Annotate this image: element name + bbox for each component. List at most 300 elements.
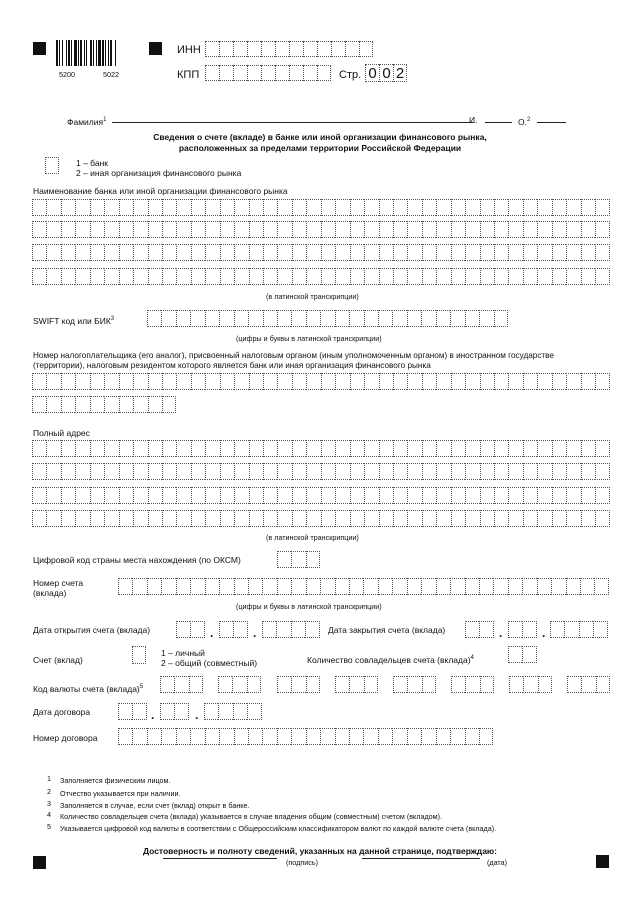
input-cell[interactable] (75, 463, 89, 480)
input-cell[interactable] (393, 268, 407, 285)
input-cell[interactable] (393, 440, 407, 457)
input-cell[interactable] (191, 268, 205, 285)
input-cell[interactable] (581, 510, 595, 527)
input-cell[interactable] (407, 244, 421, 261)
input-cell[interactable] (249, 373, 263, 390)
input-cell[interactable] (234, 310, 248, 327)
input-cell[interactable] (32, 221, 46, 238)
input-cell[interactable] (176, 487, 190, 504)
input-cell[interactable] (220, 440, 234, 457)
input-cell[interactable] (349, 728, 363, 745)
input-cell[interactable] (218, 676, 232, 693)
input-cell[interactable] (46, 268, 60, 285)
input-cell[interactable] (552, 244, 566, 261)
input-cell[interactable] (303, 65, 317, 81)
input-cell[interactable] (364, 440, 378, 457)
input-cell[interactable] (234, 487, 248, 504)
input-cell[interactable] (407, 440, 421, 457)
input-cell[interactable] (118, 703, 132, 720)
input-cell[interactable] (61, 221, 75, 238)
input-cell[interactable] (465, 373, 479, 390)
input-cell[interactable] (494, 244, 508, 261)
input-cell[interactable] (162, 199, 176, 216)
input-cell[interactable] (436, 373, 450, 390)
input-cell[interactable] (133, 396, 147, 413)
input-cell[interactable] (234, 373, 248, 390)
input-cell[interactable] (465, 463, 479, 480)
input-cell[interactable] (321, 440, 335, 457)
input-cell[interactable] (566, 373, 580, 390)
input-cell[interactable] (523, 199, 537, 216)
input-cell[interactable] (176, 221, 190, 238)
input-cell[interactable] (321, 510, 335, 527)
input-cell[interactable] (596, 676, 610, 693)
input-cell[interactable] (335, 676, 349, 693)
input-cell[interactable] (218, 703, 232, 720)
input-cell[interactable] (61, 463, 75, 480)
input-cell[interactable] (148, 440, 162, 457)
input-cell[interactable] (508, 440, 522, 457)
input-cell[interactable] (350, 440, 364, 457)
input-cell[interactable] (148, 221, 162, 238)
input-cell[interactable] (421, 578, 435, 595)
input-cell[interactable] (335, 268, 349, 285)
input-cell[interactable] (190, 621, 204, 638)
input-cell[interactable] (451, 676, 465, 693)
input-cell[interactable] (119, 396, 133, 413)
input-cell[interactable] (220, 510, 234, 527)
input-cell[interactable] (595, 268, 609, 285)
input-cell[interactable] (61, 396, 75, 413)
coowners-count-field[interactable] (508, 646, 537, 663)
input-cell[interactable] (494, 510, 508, 527)
input-cell[interactable] (393, 244, 407, 261)
input-cell[interactable] (248, 578, 262, 595)
input-cell[interactable] (219, 310, 233, 327)
input-cell[interactable] (133, 244, 147, 261)
input-cell[interactable] (148, 199, 162, 216)
input-cell[interactable] (508, 578, 522, 595)
input-cell[interactable] (422, 510, 436, 527)
input-cell[interactable] (46, 487, 60, 504)
input-cell[interactable] (350, 463, 364, 480)
input-cell[interactable] (581, 373, 595, 390)
input-cell[interactable] (232, 676, 246, 693)
input-cell[interactable] (436, 268, 450, 285)
input-cell[interactable] (32, 199, 46, 216)
input-cell[interactable] (349, 676, 363, 693)
input-cell[interactable] (75, 487, 89, 504)
bank-name-row-2[interactable] (32, 221, 610, 238)
input-cell[interactable] (263, 310, 277, 327)
input-cell[interactable] (148, 510, 162, 527)
input-cell[interactable] (480, 373, 494, 390)
input-cell[interactable] (61, 199, 75, 216)
input-cell[interactable] (190, 578, 204, 595)
input-cell[interactable] (552, 221, 566, 238)
input-cell[interactable] (350, 487, 364, 504)
currency-code-field-1[interactable] (160, 676, 203, 693)
input-cell[interactable] (579, 621, 593, 638)
input-cell[interactable] (234, 463, 248, 480)
input-cell[interactable] (90, 440, 104, 457)
input-cell[interactable] (220, 463, 234, 480)
input-cell[interactable] (581, 676, 595, 693)
input-cell[interactable] (335, 728, 349, 745)
input-cell[interactable] (204, 703, 218, 720)
input-cell[interactable] (552, 463, 566, 480)
input-cell[interactable] (119, 244, 133, 261)
input-cell[interactable] (566, 199, 580, 216)
input-cell[interactable] (220, 268, 234, 285)
input-cell[interactable] (321, 199, 335, 216)
input-cell[interactable] (263, 463, 277, 480)
input-cell[interactable] (422, 676, 436, 693)
input-cell[interactable] (61, 373, 75, 390)
input-cell[interactable] (220, 487, 234, 504)
currency-code-field-7[interactable] (509, 676, 552, 693)
input-cell[interactable] (133, 487, 147, 504)
input-cell[interactable] (233, 65, 247, 81)
input-cell[interactable] (148, 373, 162, 390)
input-cell[interactable] (566, 510, 580, 527)
input-cell[interactable] (277, 728, 291, 745)
input-cell[interactable] (249, 199, 263, 216)
country-code-field[interactable] (277, 551, 320, 568)
input-cell[interactable] (480, 244, 494, 261)
input-cell[interactable] (46, 244, 60, 261)
input-cell[interactable] (494, 440, 508, 457)
input-cell[interactable] (32, 463, 46, 480)
input-cell[interactable] (422, 244, 436, 261)
input-cell[interactable] (263, 510, 277, 527)
contract-date-day[interactable] (118, 703, 147, 720)
input-cell[interactable] (277, 244, 291, 261)
input-cell[interactable] (46, 199, 60, 216)
input-cell[interactable] (306, 578, 320, 595)
input-cell[interactable] (249, 221, 263, 238)
input-cell[interactable] (363, 578, 377, 595)
input-cell[interactable] (422, 268, 436, 285)
input-cell[interactable] (566, 487, 580, 504)
input-cell[interactable] (566, 221, 580, 238)
org-type-field[interactable] (45, 157, 59, 174)
input-cell[interactable] (479, 621, 493, 638)
input-cell[interactable] (176, 510, 190, 527)
input-cell[interactable] (480, 440, 494, 457)
input-cell[interactable] (205, 65, 219, 81)
input-cell[interactable] (494, 221, 508, 238)
input-cell[interactable] (119, 268, 133, 285)
input-cell[interactable] (162, 268, 176, 285)
input-cell[interactable] (234, 510, 248, 527)
input-cell[interactable] (480, 221, 494, 238)
input-cell[interactable] (291, 551, 305, 568)
input-cell[interactable] (436, 244, 450, 261)
input-cell[interactable] (277, 551, 291, 568)
input-cell[interactable] (364, 676, 378, 693)
input-cell[interactable] (537, 440, 551, 457)
input-cell[interactable] (436, 578, 450, 595)
input-cell[interactable] (523, 373, 537, 390)
input-cell[interactable] (523, 487, 537, 504)
input-cell[interactable] (277, 676, 291, 693)
input-cell[interactable] (306, 199, 320, 216)
input-cell[interactable] (451, 373, 465, 390)
input-cell[interactable] (205, 199, 219, 216)
input-cell[interactable] (234, 728, 248, 745)
input-cell[interactable] (537, 487, 551, 504)
input-cell[interactable] (205, 440, 219, 457)
input-cell[interactable] (407, 199, 421, 216)
input-cell[interactable] (465, 310, 479, 327)
input-cell[interactable] (90, 510, 104, 527)
input-cell[interactable] (335, 373, 349, 390)
input-cell[interactable] (567, 676, 581, 693)
input-cell[interactable] (421, 310, 435, 327)
input-cell[interactable] (451, 487, 465, 504)
input-cell[interactable] (480, 487, 494, 504)
input-cell[interactable] (219, 41, 233, 57)
input-cell[interactable] (289, 65, 303, 81)
input-cell[interactable] (378, 578, 392, 595)
open-date-month[interactable] (219, 621, 248, 638)
input-cell[interactable] (90, 396, 104, 413)
input-cell[interactable] (249, 487, 263, 504)
input-cell[interactable] (176, 621, 190, 638)
input-cell[interactable] (552, 199, 566, 216)
input-cell[interactable] (595, 199, 609, 216)
input-cell[interactable] (451, 244, 465, 261)
input-cell[interactable] (176, 244, 190, 261)
input-cell[interactable] (248, 310, 262, 327)
input-cell[interactable] (321, 463, 335, 480)
input-cell[interactable] (32, 244, 46, 261)
input-cell[interactable] (32, 396, 46, 413)
input-cell[interactable] (32, 440, 46, 457)
input-cell[interactable] (176, 199, 190, 216)
input-cell[interactable] (407, 373, 421, 390)
input-cell[interactable] (90, 199, 104, 216)
input-cell[interactable] (566, 463, 580, 480)
input-cell[interactable] (305, 621, 319, 638)
input-cell[interactable] (277, 463, 291, 480)
input-cell[interactable] (90, 268, 104, 285)
input-cell[interactable] (422, 199, 436, 216)
input-cell[interactable] (234, 221, 248, 238)
input-cell[interactable] (176, 578, 190, 595)
input-cell[interactable] (379, 268, 393, 285)
input-cell[interactable] (263, 244, 277, 261)
input-cell[interactable] (552, 510, 566, 527)
input-cell[interactable] (220, 373, 234, 390)
input-cell[interactable] (248, 728, 262, 745)
input-cell[interactable] (104, 373, 118, 390)
input-cell[interactable] (205, 510, 219, 527)
input-cell[interactable] (306, 676, 320, 693)
input-cell[interactable] (133, 510, 147, 527)
input-cell[interactable] (594, 578, 608, 595)
input-cell[interactable] (306, 244, 320, 261)
input-cell[interactable] (247, 676, 261, 693)
input-cell[interactable] (61, 487, 75, 504)
input-cell[interactable] (291, 728, 305, 745)
input-cell[interactable] (493, 578, 507, 595)
input-cell[interactable] (277, 268, 291, 285)
input-cell[interactable] (393, 510, 407, 527)
input-cell[interactable] (508, 510, 522, 527)
input-cell[interactable] (189, 676, 203, 693)
input-cell[interactable] (320, 728, 334, 745)
input-cell[interactable] (162, 510, 176, 527)
input-cell[interactable] (335, 221, 349, 238)
input-cell[interactable] (46, 510, 60, 527)
input-cell[interactable] (275, 65, 289, 81)
input-cell[interactable] (538, 676, 552, 693)
currency-code-field-4[interactable] (335, 676, 378, 693)
input-cell[interactable] (479, 578, 493, 595)
input-cell[interactable] (379, 373, 393, 390)
input-cell[interactable] (261, 41, 275, 57)
input-cell[interactable] (234, 244, 248, 261)
currency-code-field-6[interactable] (451, 676, 494, 693)
input-cell[interactable] (249, 268, 263, 285)
input-cell[interactable] (581, 268, 595, 285)
input-cell[interactable] (320, 578, 334, 595)
input-cell[interactable] (277, 221, 291, 238)
input-cell[interactable] (176, 268, 190, 285)
input-cell[interactable] (75, 440, 89, 457)
input-cell[interactable] (291, 310, 305, 327)
input-cell[interactable] (306, 551, 320, 568)
swift-field[interactable] (147, 310, 508, 327)
currency-code-field-8[interactable] (567, 676, 610, 693)
input-cell[interactable] (422, 373, 436, 390)
input-cell[interactable] (249, 510, 263, 527)
input-cell[interactable] (234, 199, 248, 216)
input-cell[interactable] (392, 310, 406, 327)
input-cell[interactable] (581, 487, 595, 504)
input-cell[interactable] (303, 41, 317, 57)
input-cell[interactable] (581, 463, 595, 480)
input-cell[interactable] (90, 487, 104, 504)
input-cell[interactable] (277, 578, 291, 595)
input-cell[interactable] (364, 487, 378, 504)
input-cell[interactable] (407, 676, 421, 693)
input-cell[interactable] (335, 440, 349, 457)
input-cell[interactable] (320, 310, 334, 327)
kpp-field[interactable] (205, 65, 331, 81)
input-cell[interactable] (277, 510, 291, 527)
input-cell[interactable] (508, 268, 522, 285)
input-cell[interactable] (321, 487, 335, 504)
input-cell[interactable] (32, 268, 46, 285)
input-cell[interactable] (133, 221, 147, 238)
input-cell[interactable] (234, 578, 248, 595)
input-cell[interactable] (205, 728, 219, 745)
input-cell[interactable] (160, 676, 174, 693)
input-cell[interactable] (509, 676, 523, 693)
input-cell[interactable] (595, 510, 609, 527)
input-cell[interactable] (292, 463, 306, 480)
input-cell[interactable] (465, 487, 479, 504)
currency-code-field-2[interactable] (218, 676, 261, 693)
input-cell[interactable] (292, 199, 306, 216)
input-cell[interactable] (219, 65, 233, 81)
input-cell[interactable] (363, 728, 377, 745)
input-cell[interactable] (32, 487, 46, 504)
input-cell[interactable] (148, 244, 162, 261)
input-cell[interactable] (378, 728, 392, 745)
input-cell[interactable] (537, 268, 551, 285)
input-cell[interactable] (61, 244, 75, 261)
input-cell[interactable] (523, 221, 537, 238)
input-cell[interactable] (550, 621, 564, 638)
bank-name-row-3[interactable] (32, 244, 610, 261)
input-cell[interactable] (234, 268, 248, 285)
close-date-month[interactable] (508, 621, 537, 638)
currency-code-field-5[interactable] (393, 676, 436, 693)
input-cell[interactable] (133, 199, 147, 216)
input-cell[interactable] (205, 41, 219, 57)
input-cell[interactable] (104, 440, 118, 457)
input-cell[interactable] (119, 463, 133, 480)
input-cell[interactable] (275, 41, 289, 57)
input-cell[interactable] (407, 221, 421, 238)
bank-name-row-4[interactable] (32, 268, 610, 285)
input-cell[interactable] (349, 310, 363, 327)
input-cell[interactable] (191, 463, 205, 480)
input-cell[interactable] (132, 728, 146, 745)
input-cell[interactable] (46, 373, 60, 390)
input-cell[interactable] (465, 440, 479, 457)
input-cell[interactable] (359, 41, 373, 57)
contract-number-field[interactable] (118, 728, 493, 745)
input-cell[interactable] (132, 578, 146, 595)
input-cell[interactable] (436, 463, 450, 480)
input-cell[interactable] (508, 487, 522, 504)
input-cell[interactable] (205, 221, 219, 238)
input-cell[interactable] (422, 221, 436, 238)
input-cell[interactable] (176, 463, 190, 480)
input-cell[interactable] (407, 578, 421, 595)
input-cell[interactable] (465, 199, 479, 216)
input-cell[interactable] (291, 578, 305, 595)
input-cell[interactable] (494, 463, 508, 480)
input-cell[interactable] (508, 199, 522, 216)
input-cell[interactable] (233, 703, 247, 720)
input-cell[interactable] (247, 703, 261, 720)
input-cell[interactable] (494, 310, 508, 327)
input-cell[interactable] (104, 396, 118, 413)
input-cell[interactable] (263, 199, 277, 216)
currency-code-field-3[interactable] (277, 676, 320, 693)
taxpayer-number-row-1[interactable] (32, 373, 610, 390)
input-cell[interactable] (379, 463, 393, 480)
address-row-2[interactable] (32, 463, 610, 480)
input-cell[interactable] (422, 463, 436, 480)
input-cell[interactable] (174, 703, 188, 720)
input-cell[interactable] (61, 440, 75, 457)
input-cell[interactable] (61, 510, 75, 527)
input-cell[interactable] (321, 221, 335, 238)
input-cell[interactable] (523, 510, 537, 527)
input-cell[interactable] (564, 621, 578, 638)
contract-date-year[interactable] (204, 703, 262, 720)
input-cell[interactable] (160, 703, 174, 720)
input-cell[interactable] (249, 440, 263, 457)
input-cell[interactable] (335, 310, 349, 327)
